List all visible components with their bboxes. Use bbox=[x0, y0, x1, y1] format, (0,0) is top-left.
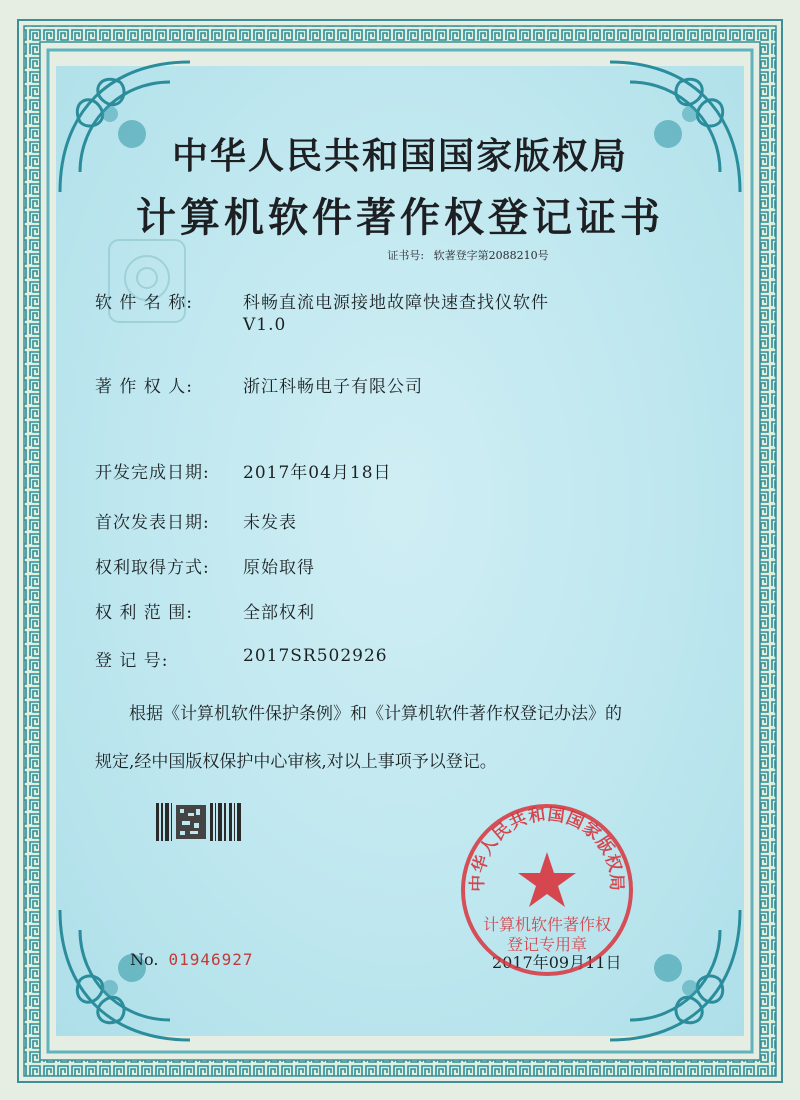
svg-text:登记专用章: 登记专用章 bbox=[506, 935, 588, 954]
scope-label: 权 利 范 围: bbox=[95, 603, 193, 623]
certificate-number-value: 软著登字第2088210号 bbox=[433, 249, 549, 262]
dev-date-row bbox=[95, 458, 392, 483]
dev-date-value: 2017年04月18日 bbox=[243, 463, 392, 483]
serial-value: 01946927 bbox=[168, 950, 254, 969]
publish-date-value: 未发表 bbox=[243, 513, 297, 533]
dev-date-label: 开发完成日期: bbox=[95, 463, 210, 483]
corner-ornament-top-right bbox=[600, 52, 750, 202]
corner-ornament-bottom-left bbox=[50, 900, 200, 1050]
owner-value: 浙江科畅电子有限公司 bbox=[243, 377, 423, 397]
owner-row bbox=[95, 372, 423, 397]
software-name-value: 科畅直流电源接地故障快速查找仪软件 bbox=[243, 293, 549, 313]
publish-date-label: 首次发表日期: bbox=[95, 513, 210, 533]
issue-date: 2017年09月11日 bbox=[492, 953, 622, 972]
issuing-authority: 中华人民共和国国家版权局 bbox=[171, 135, 628, 177]
publish-date-row bbox=[95, 508, 297, 533]
software-version: V1.0 bbox=[243, 315, 287, 335]
serial-label: No. bbox=[130, 950, 159, 969]
software-name-value-group bbox=[243, 288, 549, 313]
statement-line-2: 规定,经中国版权保护中心审核,对以上事项予以登记。 bbox=[95, 752, 497, 772]
reg-no-value: 2017SR502926 bbox=[243, 646, 388, 666]
svg-text:中华人民共和国国家版权局: 中华人民共和国国家版权局 bbox=[467, 804, 627, 893]
acquire-row bbox=[95, 553, 315, 578]
corner-ornament-top-left bbox=[50, 52, 200, 202]
software-name-row bbox=[95, 288, 549, 335]
barcode bbox=[156, 803, 244, 841]
serial-number bbox=[130, 950, 254, 969]
reg-no-label: 登 记 号: bbox=[95, 651, 169, 671]
certificate-number-label: 证书号: bbox=[387, 249, 425, 262]
reg-no-row bbox=[95, 646, 388, 671]
acquire-label: 权利取得方式: bbox=[95, 558, 210, 578]
software-name-label: 软 件 名 称: bbox=[95, 293, 193, 313]
statement bbox=[95, 690, 715, 786]
scope-value: 全部权利 bbox=[243, 603, 315, 623]
scope-row bbox=[95, 598, 315, 623]
svg-text:计算机软件著作权: 计算机软件著作权 bbox=[482, 915, 612, 934]
official-seal bbox=[457, 800, 637, 980]
acquire-value: 原始取得 bbox=[243, 558, 315, 578]
certificate-number bbox=[0, 247, 800, 263]
statement-line-1: 根据《计算机软件保护条例》和《计算机软件著作权登记办法》的 bbox=[129, 704, 622, 724]
certificate-title: 计算机软件著作权登记证书 bbox=[136, 194, 664, 241]
owner-label: 著 作 权 人: bbox=[95, 377, 193, 397]
